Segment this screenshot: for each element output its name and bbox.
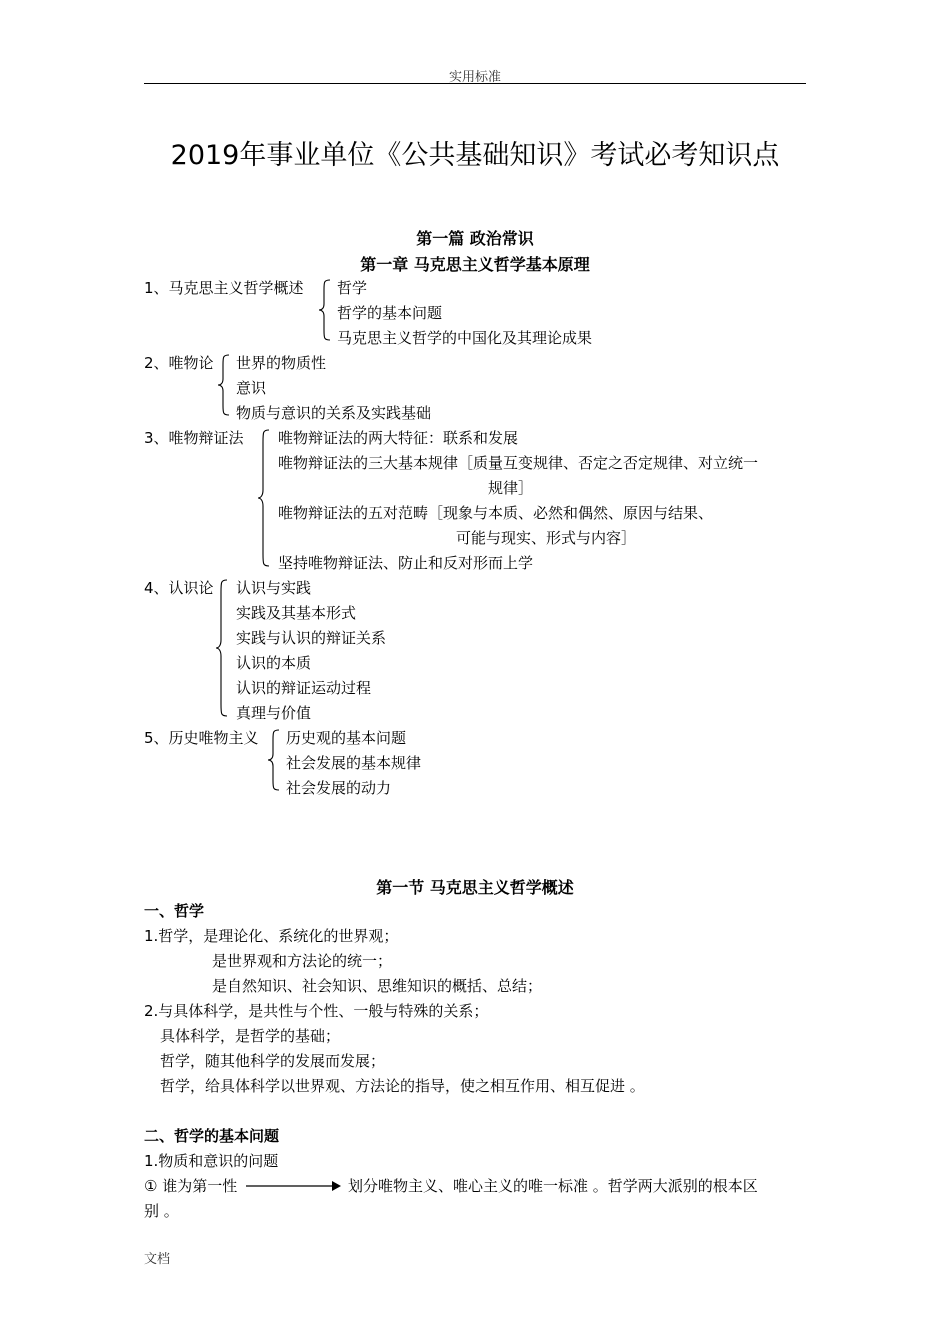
outline-3-item-wrap: 规律］ [488,479,534,497]
outline-4-item: 真理与价值 [236,704,312,722]
chapter-title: 第一章 马克思主义哲学基本原理 [360,255,590,274]
arrow-left-text: ① 谁为第一性 [144,1177,238,1195]
outline-5-item: 社会发展的动力 [286,779,392,797]
outline-3-item: 唯物辩证法的五对范畴［现象与本质、必然和偶然、原因与结果、 [278,504,714,522]
outline-2-item: 意识 [236,379,267,397]
outline-1-item: 哲学的基本问题 [337,304,443,322]
outline-3-item: 坚持唯物辩证法、防止和反对形而上学 [278,554,534,572]
outline-3-label: 3、唯物辩证法 [144,429,244,447]
outline-4-item: 认识的本质 [236,654,312,672]
brace-icon [257,428,271,568]
outline-4-label: 4、认识论 [144,579,214,597]
brace-icon [215,578,229,718]
brace-icon [217,353,231,417]
body-line: 1.哲学，是理论化、系统化的世界观； [144,927,399,945]
arrow-right-text: 划分唯物主义、唯心主义的唯一标准 。哲学两大派别的根本区 [348,1177,758,1195]
outline-5-label: 5、历史唯物主义 [144,729,259,747]
arrow-right-icon [246,1178,342,1194]
page-header: 实用标准 [448,70,501,85]
header-rule [144,83,806,84]
body-line: 2.与具体科学，是共性与个性、一般与特殊的关系； [144,1002,489,1020]
body-line: 哲学，给具体科学以世界观、方法论的指导，使之相互作用、相互促进 。 [160,1077,645,1095]
page-footer: 文档 [144,1252,171,1267]
outline-2-item: 物质与意识的关系及实践基础 [236,404,432,422]
brace-icon [267,728,281,792]
subsection-heading: 二、哲学的基本问题 [144,1127,280,1145]
outline-4-item: 认识的辩证运动过程 [236,679,372,697]
outline-4-item: 实践与认识的辩证关系 [236,629,387,647]
outline-3-item: 唯物辩证法的两大特征：联系和发展 [278,429,519,447]
outline-4-item: 实践及其基本形式 [236,604,357,622]
outline-1-item: 马克思主义哲学的中国化及其理论成果 [337,329,593,347]
brace-icon [318,278,332,342]
body-line: 具体科学，是哲学的基础； [160,1027,341,1045]
outline-5-item: 历史观的基本问题 [286,729,407,747]
section-title: 第一节 马克思主义哲学概述 [376,878,574,897]
outline-1-item: 哲学 [337,279,368,297]
document-title: 2019年事业单位《公共基础知识》考试必考知识点 [170,140,780,171]
body-line: 哲学，随其他科学的发展而发展； [160,1052,386,1070]
outline-3-item-wrap: 可能与现实、形式与内容］ [456,529,637,547]
outline-1-label: 1、马克思主义哲学概述 [144,279,304,297]
body-line: 1.物质和意识的问题 [144,1152,279,1170]
outline-5-item: 社会发展的基本规律 [286,754,422,772]
part-title: 第一篇 政治常识 [416,229,534,248]
subsection-heading: 一、哲学 [144,902,205,920]
outline-4-item: 认识与实践 [236,579,312,597]
body-line: 是自然知识、社会知识、思维知识的概括、总结； [212,977,543,995]
outline-3-item: 唯物辩证法的三大基本规律［质量互变规律、否定之否定规律、对立统一 [278,454,759,472]
outline-2-label: 2、唯物论 [144,354,214,372]
outline-2-item: 世界的物质性 [236,354,327,372]
body-line: 是世界观和方法论的统一； [212,952,393,970]
body-line: 别 。 [144,1202,179,1220]
